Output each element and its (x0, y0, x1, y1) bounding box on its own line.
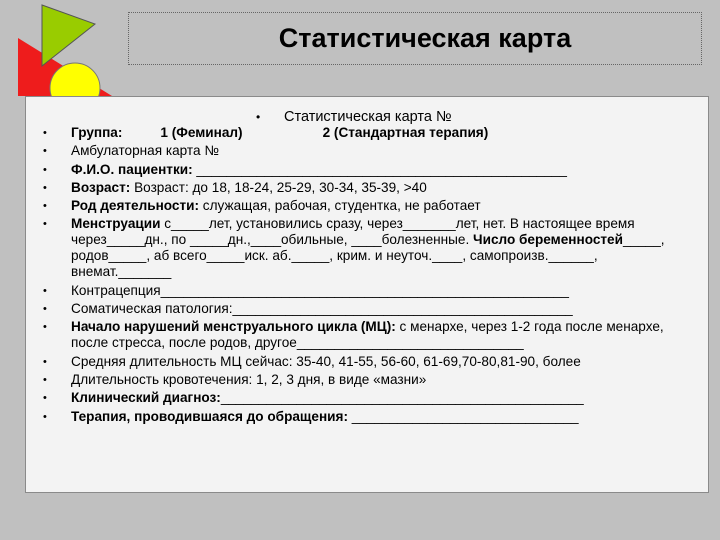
list-item-menstruation (26, 216, 708, 280)
cycle-onset-label: Начало нарушений менструального цикла (МЦ): (71, 319, 396, 335)
list-item-age (26, 180, 708, 196)
bullet: • (43, 218, 47, 231)
clinical-diagnosis-blank: ________________________________________________ (220, 390, 584, 406)
list-item-contraception (26, 283, 708, 299)
bullet: • (43, 303, 47, 316)
menstruation-label: Менструации (71, 216, 161, 232)
prior-therapy-blank: ______________________________ (348, 408, 579, 424)
card-header-text: Статистическая карта № (284, 109, 452, 125)
clinical-diagnosis-label: Клинический диагноз: (71, 390, 221, 406)
patient-name-blank: _________________________________________________ (192, 161, 567, 177)
group-label: Группа: (71, 125, 123, 140)
statistical-card (25, 96, 709, 493)
bullet: • (43, 321, 47, 334)
list-item-patient-name (26, 162, 708, 178)
list-item-group (26, 125, 708, 141)
bullet: • (43, 200, 47, 213)
green-triangle-shape (42, 5, 95, 66)
bullet: • (43, 145, 47, 158)
card-item-list (26, 125, 708, 427)
list-item-occupation (26, 198, 708, 214)
group-option-1: 1 (Феминал) (160, 125, 243, 140)
list-item-cycle-length (26, 354, 708, 370)
page-title: Статистическая карта (278, 23, 572, 53)
list-item-clinical-diagnosis (26, 390, 708, 406)
patient-name-label: Ф.И.О. пациентки: (71, 161, 193, 177)
list-item-prior-therapy (26, 409, 708, 425)
bullet: • (43, 410, 47, 423)
age-options: Возраст: до 18, 18-24, 25-29, 30-34, 35-39, >40 (130, 179, 427, 195)
bullet: • (43, 373, 47, 386)
list-item-somatic-pathology (26, 301, 708, 317)
list-item-bleeding-duration (26, 372, 708, 388)
bullet: • (43, 355, 47, 368)
list-item-outpatient-card (26, 143, 708, 159)
list-item-cycle-onset (26, 319, 708, 351)
occupation-label: Род деятельности: (71, 198, 200, 214)
group-option-2: 2 (Стандартная терапия) (322, 125, 489, 140)
somatic-pathology-text: Соматическая патология:_____________________________________________ (71, 301, 573, 317)
bullet: • (43, 163, 47, 176)
age-label: Возраст: (71, 179, 131, 195)
pregnancies-text: _____, родов_____, аб всего_____иск. аб._____, крим. и неуточ.____, самопроизв.______, внемат._______ (71, 232, 665, 280)
bullet: • (43, 127, 47, 139)
cycle-length-text: Средняя длительность МЦ сейчас: 35-40, 41-55, 56-60, 61-69,70-80,81-90, более (71, 353, 581, 369)
menstruation-text: с_____лет, установились сразу, через_______лет, нет. В настоящее время через_____дн., по _____дн.,____обильные, ____болезненные. (71, 216, 635, 248)
bleeding-duration-text: Длительность кровотечения: 1, 2, 3 дня, в виде «мазни» (71, 371, 427, 387)
bullet: • (43, 181, 47, 194)
pregnancies-label: Число беременностей (473, 232, 623, 248)
contraception-text: Контрацепция______________________________________________________ (71, 282, 569, 298)
prior-therapy-label: Терапия, проводившаяся до обращения: (71, 408, 348, 424)
outpatient-card-text: Амбулаторная карта № (71, 143, 219, 159)
title-box (128, 12, 702, 65)
occupation-options: служащая, рабочая, студентка, не работает (199, 198, 481, 214)
cycle-onset-options: с менархе, через 1-2 года после менархе, после стресса, после родов, другое______________________________ (71, 319, 664, 351)
bullet: • (43, 392, 47, 405)
bullet: • (256, 110, 261, 124)
bullet: • (43, 284, 47, 297)
